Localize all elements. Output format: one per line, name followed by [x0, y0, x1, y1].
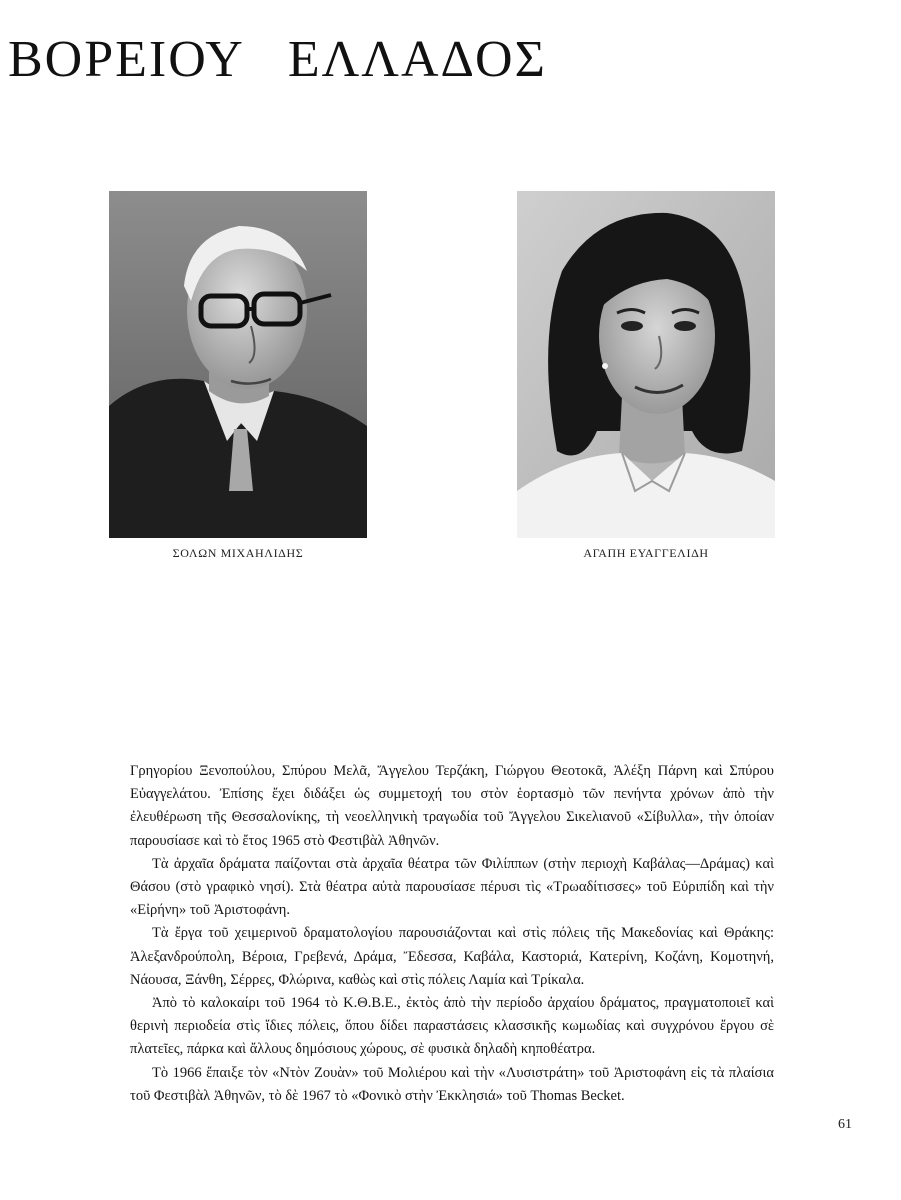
photo-caption: ΑΓΑΠΗ ΕΥΑΓΓΕΛΙΔΗ — [583, 546, 709, 560]
portrait-woman-photo — [517, 191, 775, 538]
paragraph: Τὰ ἀρχαῖα δράματα παίζονται στὰ ἀρχαῖα θέατρα τῶν Φιλίππων (στὴν περιοχὴ Καβάλας—Δράμας) καὶ Θάσου (στὸ γραφικὸ νησί). Στὰ θέατρα αὐτὰ παρουσίασε πέρυσι τὶς «Τρωαδίτισσες» τοῦ Εὐριπίδη καὶ τὴν «Εἰρήνη» τοῦ Ἀριστοφάνη. — [130, 855, 774, 919]
paragraph: Ἀπὸ τὸ καλοκαίρι τοῦ 1964 τὸ Κ.Θ.Β.Ε., ἐκτὸς ἀπὸ τὴν περίοδο ἀρχαίου δράματος, πραγματοποιεῖ καὶ θερινὴ περιοδεία στὶς ἴδιες πόλεις, ὅπου δίδει παραστάσεις κλασσικῆς κωμωδίας καὶ συγχρόνου ἔργου σὲ πλατεῖες, πάρκα καὶ ἄλλους δημόσιους χώρους, σὲ φυσικὰ δηλαδὴ κηποθέατρα. — [130, 995, 774, 1058]
paragraph: Τὰ ἔργα τοῦ χειμερινοῦ δραματολογίου παρουσιάζονται καὶ στὶς πόλεις τῆς Μακεδονίας καὶ Θράκης: Ἀλεξανδρούπολη, Βέροια, Γρεβενά, Δράμα, Ἔδεσσα, Καβάλα, Καστοριά, Κατερίνη, Κοζάνη, Κομοτηνή, Νάουσα, Ξάνθη, Σέρρες, Φλώρινα, καθὼς καὶ στὶς πόλεις Λαμία καὶ Τρίκαλα. — [130, 925, 774, 988]
paragraph: Γρηγορίου Ξενοπούλου, Σπύρου Μελᾶ, Ἄγγελου Τερζάκη, Γιώργου Θεοτοκᾶ, Ἀλέξη Πάρνη καὶ Σπύρου Εὐαγγελάτου. Ἐπίσης ἔχει διδάξει ὡς συμμετοχή του στὸν ἑορτασμὸ τῶν πενήντα χρόνων ἀπὸ τὴν ἐλευθέρωση τῆς Θεσσαλονίκης, τὴ νεοελληνικὴ τραγωδία τοῦ Ἄγγελου Σικελιανοῦ «Σίβυλλα», τὴν ὁποίαν παρουσίασε καὶ τὸ ἔτος 1965 στὸ Φεστιβὰλ Ἀθηνῶν. — [130, 763, 774, 849]
page-title: ΒΟΡΕΙΟΥ ΕΛΛΑΔΟΣ — [8, 31, 547, 88]
paragraph: Τὸ 1966 ἔπαιξε τὸν «Ντὸν Ζουὰν» τοῦ Μολιέρου καὶ τὴν «Λυσιστράτη» τοῦ Ἀριστοφάνη εἰς τὰ πλαίσια τοῦ Φεστιβὰλ Ἀθηνῶν, τὸ δὲ 1967 τὸ «Φονικὸ στὴν Ἐκκλησιά» τοῦ Thomas Becket. — [130, 1064, 774, 1104]
portrait-man-photo — [109, 191, 367, 538]
article-body — [130, 760, 774, 1108]
page-number: 61 — [838, 1117, 852, 1132]
photo-caption: ΣΟΛΩΝ ΜΙΧΑΗΛΙΔΗΣ — [172, 546, 304, 560]
